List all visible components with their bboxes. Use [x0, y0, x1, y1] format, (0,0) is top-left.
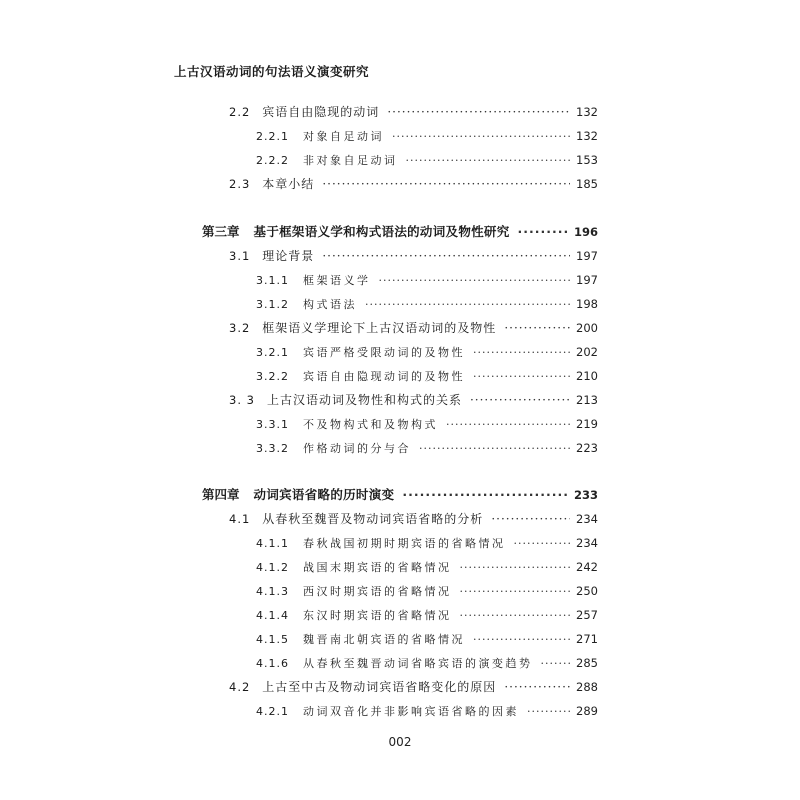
- toc-entry-page: 197: [576, 249, 598, 263]
- dot-leader: [504, 677, 570, 697]
- dot-leader: [402, 485, 568, 505]
- toc-entry-page: 213: [576, 393, 598, 407]
- toc-entry-page: 288: [576, 680, 598, 694]
- toc-entry-sub: [256, 414, 598, 434]
- toc-entry-number: 4.1.1: [256, 537, 289, 550]
- dot-leader: [365, 295, 570, 315]
- toc-entry-title: 构式语法: [303, 298, 357, 311]
- dot-leader: [379, 271, 571, 291]
- toc-entry-page: 242: [576, 560, 598, 574]
- toc-entry-number: 3.2: [229, 321, 251, 335]
- toc-entry-sub: [256, 581, 598, 601]
- toc-entry-sub: [256, 533, 598, 553]
- dot-leader: [527, 702, 570, 722]
- toc-entry-title: 动词双音化并非影响宾语省略的因素: [303, 705, 519, 718]
- toc-entry-number: 3.2.2: [256, 370, 289, 383]
- toc-entry-page: 210: [576, 369, 598, 383]
- toc-entry-title: 宾语自由隐现动词的及物性: [303, 370, 465, 383]
- toc-entry-number: 2.3: [229, 177, 251, 191]
- toc-entry-number: 3.3.2: [256, 442, 289, 455]
- toc-entry-title: 对象自足动词: [303, 130, 384, 143]
- toc-entry-sub: [256, 366, 598, 386]
- toc-entry-number: 2.2.1: [256, 130, 289, 143]
- toc-entry-title: 框架语义学: [303, 274, 371, 287]
- toc-entry-title: 魏晋南北朝宾语的省略情况: [303, 633, 465, 646]
- dot-leader: [518, 222, 568, 242]
- toc-entry-page: 202: [576, 345, 598, 359]
- toc-entry-title: 宾语严格受限动词的及物性: [303, 346, 465, 359]
- toc-entry-sub: [256, 557, 598, 577]
- dot-leader: [406, 151, 571, 171]
- toc-entry-number: 3.1.2: [256, 298, 289, 311]
- dot-leader: [446, 415, 570, 435]
- toc-entry-title: 理论背景: [262, 249, 315, 263]
- dot-leader: [387, 102, 570, 122]
- toc-entry-title: 战国末期宾语的省略情况: [303, 561, 452, 574]
- dot-leader: [460, 582, 571, 602]
- toc-entry-title: 框架语义学理论下上古汉语动词的及物性: [262, 321, 497, 335]
- dot-leader: [460, 606, 571, 626]
- toc-entry-number: 第三章: [202, 224, 240, 239]
- toc-entry-title: 从春秋至魏晋及物动词宾语省略的分析: [262, 512, 484, 526]
- toc-entry-number: 4.1.4: [256, 609, 289, 622]
- toc-entry-page: 223: [576, 441, 598, 455]
- toc-entry-number: 3. 3: [229, 393, 255, 407]
- toc-entry-sub: [256, 701, 598, 721]
- toc-entry-sub: [256, 294, 598, 314]
- toc-entry-number: 2.2: [229, 105, 251, 119]
- toc-entry-number: 2.2.2: [256, 154, 289, 167]
- toc-entry-number: 3.2.1: [256, 346, 289, 359]
- toc-entry-sub: [256, 342, 598, 362]
- toc-entry-title: 宾语自由隐现的动词: [262, 105, 380, 119]
- dot-leader: [419, 439, 570, 459]
- toc-entry-title: 不及物构式和及物构式: [303, 418, 438, 431]
- toc-entry-title: 作格动词的分与合: [303, 442, 411, 455]
- toc-entry-title: 非对象自足动词: [303, 154, 398, 167]
- toc-entry-number: 4.2: [229, 680, 251, 694]
- toc-entry-section: [229, 102, 598, 122]
- toc-entry-sub: [256, 270, 598, 290]
- toc-entry-title: 春秋战国初期时期宾语的省略情况: [303, 537, 506, 550]
- toc-entry-page: 153: [576, 153, 598, 167]
- toc-entry-title: 上古至中古及物动词宾语省略变化的原因: [262, 680, 497, 694]
- dot-leader: [473, 630, 570, 650]
- dot-leader: [392, 127, 570, 147]
- toc-entry-section: [229, 509, 598, 529]
- toc-entry-number: 第四章: [202, 487, 240, 502]
- toc-entry-title: 西汉时期宾语的省略情况: [303, 585, 452, 598]
- toc-entry-page: 197: [576, 273, 598, 287]
- toc-entry-section: [229, 677, 598, 697]
- toc-entry-sub: [256, 629, 598, 649]
- toc-entry-page: 289: [576, 704, 598, 718]
- toc-entry-sub: [256, 653, 598, 673]
- toc-entry-number: 4.2.1: [256, 705, 289, 718]
- toc-entry-sub: [256, 126, 598, 146]
- toc-entry-page: 196: [573, 225, 598, 239]
- dot-leader: [541, 654, 571, 674]
- dot-leader: [514, 534, 571, 554]
- toc-entry-number: 3.1: [229, 249, 251, 263]
- toc-entry-page: 233: [573, 488, 598, 502]
- toc-entry-section: [229, 174, 598, 194]
- toc-entry-sub: [256, 438, 598, 458]
- toc-entry-page: 271: [576, 632, 598, 646]
- toc-entry-page: 234: [576, 512, 598, 526]
- toc-entry-page: 234: [576, 536, 598, 550]
- toc-entry-page: 198: [576, 297, 598, 311]
- toc-entry-title: 动词宾语省略的历时演变: [253, 487, 395, 502]
- toc-entry-section: [229, 246, 598, 266]
- toc-entry-sub: [256, 605, 598, 625]
- dot-leader: [460, 558, 571, 578]
- toc-entry-page: 250: [576, 584, 598, 598]
- toc-entry-page: 132: [576, 129, 598, 143]
- toc-entry-number: 4.1.3: [256, 585, 289, 598]
- toc-entry-number: 4.1.5: [256, 633, 289, 646]
- dot-leader: [470, 390, 570, 410]
- dot-leader: [473, 367, 570, 387]
- toc-entry-title: 从春秋至魏晋动词省略宾语的演变趋势: [303, 657, 533, 670]
- toc-entry-chapter: [202, 485, 598, 505]
- toc-entry-page: 185: [576, 177, 598, 191]
- toc-entry-sub: [256, 150, 598, 170]
- toc-entry-page: 285: [576, 656, 598, 670]
- toc-entry-page: 200: [576, 321, 598, 335]
- toc-entry-page: 219: [576, 417, 598, 431]
- toc-entry-section: [229, 318, 598, 338]
- running-head: 上古汉语动词的句法语义演变研究: [174, 64, 370, 79]
- toc-entry-number: 3.1.1: [256, 274, 289, 287]
- toc-entry-number: 3.3.1: [256, 418, 289, 431]
- toc-entry-section: [229, 390, 598, 410]
- dot-leader: [491, 509, 570, 529]
- toc-entry-page: 132: [576, 105, 598, 119]
- dot-leader: [504, 318, 570, 338]
- toc-entry-title: 本章小结: [262, 177, 315, 191]
- toc-entry-chapter: [202, 222, 598, 242]
- dot-leader: [473, 343, 570, 363]
- toc-entry-number: 4.1: [229, 512, 251, 526]
- toc-entry-title: 基于框架语义学和构式语法的动词及物性研究: [253, 224, 510, 239]
- toc-entry-number: 4.1.6: [256, 657, 289, 670]
- toc-entry-title: 上古汉语动词及物性和构式的关系: [266, 393, 462, 407]
- toc-entry-number: 4.1.2: [256, 561, 289, 574]
- dot-leader: [322, 174, 570, 194]
- toc-entry-title: 东汉时期宾语的省略情况: [303, 609, 452, 622]
- page-number: 002: [388, 735, 412, 749]
- toc-entry-page: 257: [576, 608, 598, 622]
- dot-leader: [322, 246, 570, 266]
